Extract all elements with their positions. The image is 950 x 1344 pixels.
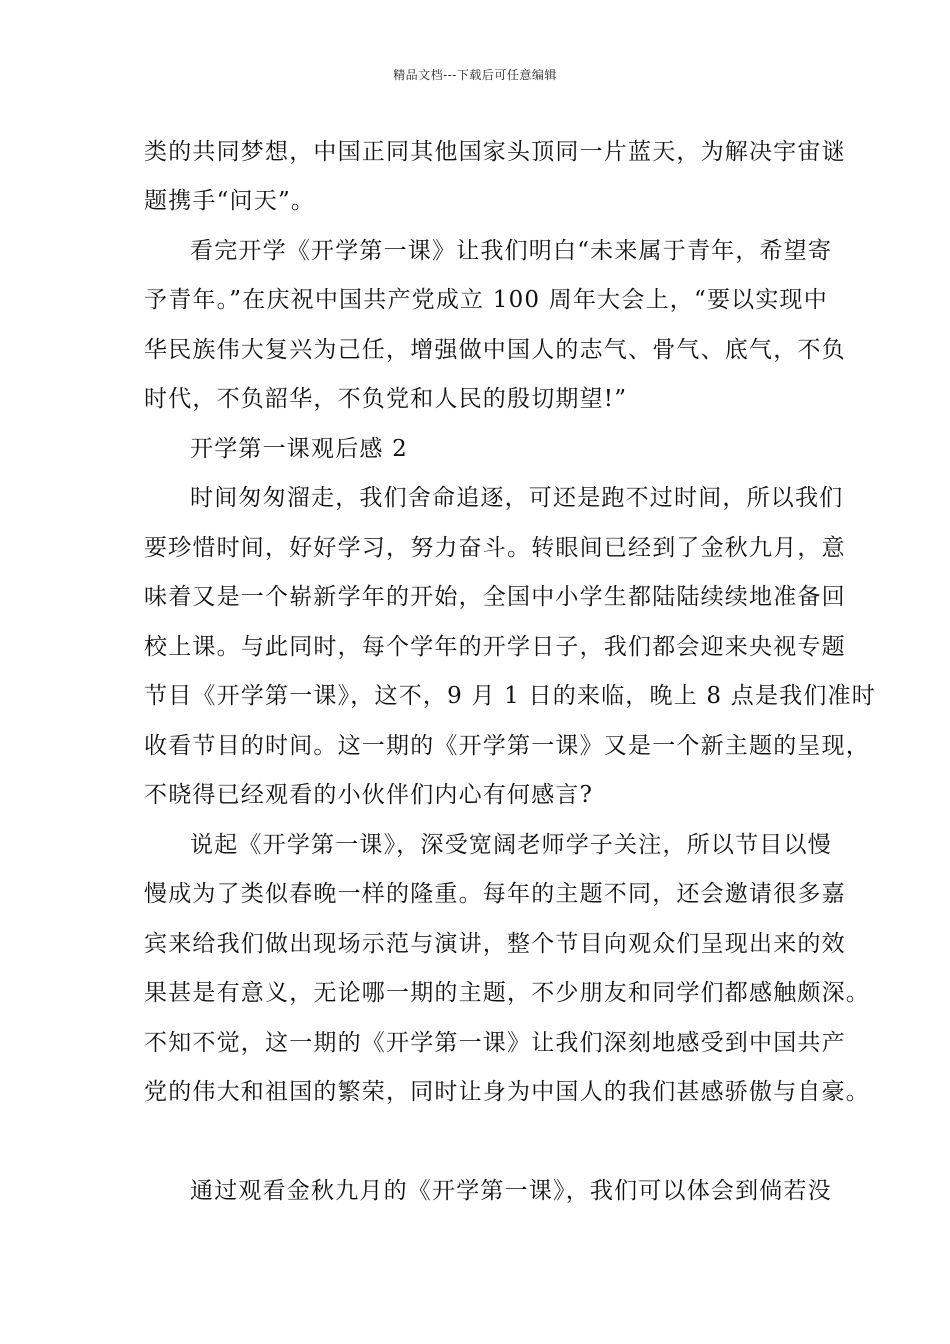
text-line: 不晓得已经观看的小伙伴们内心有何感言?: [144, 782, 594, 808]
text-line: 果甚是有意义，无论哪一期的主题，不少朋友和同学们都感触颇深。: [144, 980, 870, 1006]
text-line: 时代，不负韶华，不负党和人民的殷切期望!”: [144, 386, 628, 412]
text-line: 题携手“问天”。: [144, 188, 316, 214]
text-line: 收看节目的时间。这一期的《开学第一课》又是一个新主题的呈现，: [144, 733, 870, 759]
text-line: 宾来给我们做出现场示范与演讲，整个节目向观众们呈现出来的效: [144, 931, 846, 957]
paragraph-start-line: 通过观看金秋九月的《开学第一课》，我们可以体会到倘若没: [190, 1178, 832, 1204]
text-line: 不知不觉，这一期的《开学第一课》让我们深刻地感受到中国共产: [144, 1030, 846, 1056]
text-line: 党的伟大和祖国的繁荣，同时让身为中国人的我们甚感骄傲与自豪。: [144, 1079, 870, 1105]
paragraph-start-line: 时间匆匆溜走，我们舍命追逐，可还是跑不过时间，所以我们: [190, 485, 844, 511]
text-line: 华民族伟大复兴为己任，增强做中国人的志气、骨气、底气，不负: [144, 337, 846, 363]
text-line: 要珍惜时间，好好学习，努力奋斗。转眼间已经到了金秋九月，意: [144, 535, 846, 561]
page-header: 精品文档---下载后可任意编辑: [393, 68, 557, 82]
text-line: 味着又是一个崭新学年的开始，全国中小学生都陆陆续续地准备回: [144, 584, 846, 610]
text-line: 类的共同梦想，中国正同其他国家头顶同一片蓝天，为解决宇宙谜: [144, 139, 846, 165]
paragraph-start-line: 说起《开学第一课》，深受宽阔老师学子关注，所以节目以慢: [190, 832, 832, 858]
paragraph-start-line: 看完开学《开学第一课》让我们明白“未来属于青年，希望寄: [190, 238, 833, 264]
text-line: 慢成为了类似春晚一样的隆重。每年的主题不同，还会邀请很多嘉: [144, 881, 846, 907]
text-line: 予青年。”在庆祝中国共产党成立 100 周年大会上，“要以实现中: [144, 287, 828, 313]
text-line: 节目《开学第一课》，这不，9 月 1 日的来临，晚上 8 点是我们准时: [144, 683, 876, 709]
text-line: 校上课。与此同时，每个学年的开学日子，我们都会迎来央视专题: [144, 634, 846, 660]
section-heading: 开学第一课观后感 2: [190, 436, 408, 462]
